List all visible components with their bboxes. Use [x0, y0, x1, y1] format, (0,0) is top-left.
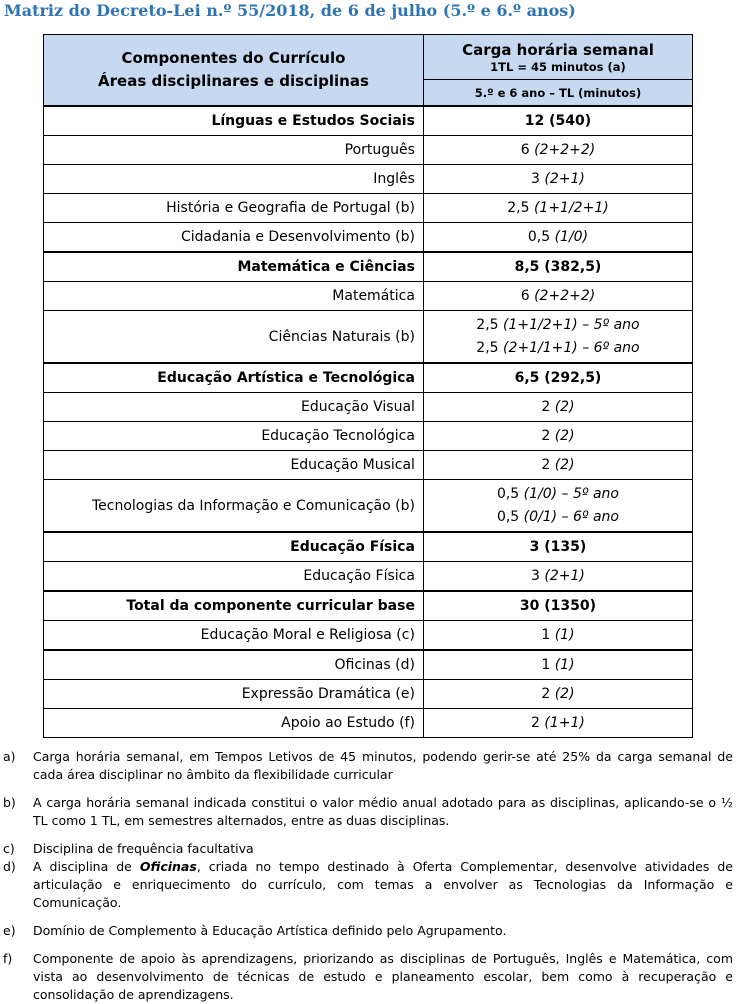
row-label: Educação Musical	[44, 451, 424, 480]
table-row	[44, 650, 693, 680]
table-row	[44, 393, 693, 422]
row-value: 3 (2+1)	[423, 562, 692, 592]
row-value: 1 (1)	[423, 650, 692, 680]
header-weekly-load	[423, 35, 692, 80]
row-label: Educação Artística e Tecnológica	[44, 363, 424, 393]
row-value: 2 (1+1)	[423, 709, 692, 738]
row-value: 2 (2)	[423, 451, 692, 480]
table-row	[44, 223, 693, 253]
row-value: 2 (2)	[423, 393, 692, 422]
row-label: Português	[44, 136, 424, 165]
row-label: Matemática e Ciências	[44, 252, 424, 282]
row-label: Educação Visual	[44, 393, 424, 422]
header-tl-definition: 1TL = 45 minutos (a)	[490, 60, 626, 74]
table-row	[44, 165, 693, 194]
row-value: 2,5 (1+1/2+1) – 5º ano 2,5 (2+1/1+1) – 6º ano	[423, 311, 692, 364]
header-components-line1: Componentes do Currículo	[121, 49, 346, 67]
footnote-d: d) A disciplina de Oficinas, criada no tempo destinado à Oferta Complementar, desenvolve atividades de articulação e enriquecimento do currículo, com temas a envolver as Tecnologias da Informação e Comunicação.	[3, 859, 733, 910]
row-value: 6,5 (292,5)	[423, 363, 692, 393]
table-row	[44, 562, 693, 592]
table-row	[44, 709, 693, 738]
row-value: 6 (2+2+2)	[423, 282, 692, 311]
footnote-b: b) A carga horária semanal indicada constitui o valor médio anual adotado para as disciplinas, aplicando-se o ½ TL como 1 TL, em semestres alternados, entre as duas disciplinas.	[3, 795, 733, 828]
table-row	[44, 136, 693, 165]
row-label: Tecnologias da Informação e Comunicação (b)	[44, 480, 424, 533]
row-label: Educação Física	[44, 562, 424, 592]
header-years-minutes: 5.º e 6 ano – TL (minutos)	[423, 80, 692, 107]
table-row-total	[44, 591, 693, 621]
row-label: Educação Física	[44, 532, 424, 562]
row-value: 1 (1)	[423, 621, 692, 651]
row-label: História e Geografia de Portugal (b)	[44, 194, 424, 223]
row-value: 8,5 (382,5)	[423, 252, 692, 282]
footnote-c: c) Disciplina de frequência facultativa	[3, 841, 254, 856]
row-value: 2 (2)	[423, 422, 692, 451]
table-row	[44, 480, 693, 533]
row-label: Apoio ao Estudo (f)	[44, 709, 424, 738]
table-row	[44, 680, 693, 709]
row-label: Inglês	[44, 165, 424, 194]
row-label: Ciências Naturais (b)	[44, 311, 424, 364]
footnote-a: a) Carga horária semanal, em Tempos Letivos de 45 minutos, podendo gerir-se até 25% da carga semanal de cada área disciplinar no âmbito da flexibilidade curricular	[3, 749, 733, 782]
row-value: 0,5 (1/0)	[423, 223, 692, 253]
footnotes-list	[3, 748, 733, 1004]
row-value: 30 (1350)	[423, 591, 692, 621]
table-row	[44, 422, 693, 451]
row-label: Oficinas (d)	[44, 650, 424, 680]
curriculum-matrix-table	[43, 34, 693, 738]
row-label: Matemática	[44, 282, 424, 311]
row-label: Línguas e Estudos Sociais	[44, 106, 424, 136]
table-row	[44, 451, 693, 480]
header-weekly-load-title: Carga horária semanal	[462, 41, 654, 59]
row-value: 2,5 (1+1/2+1)	[423, 194, 692, 223]
table-row-group	[44, 532, 693, 562]
table-row-group	[44, 363, 693, 393]
table-row	[44, 311, 693, 364]
table-row	[44, 621, 693, 651]
header-components-line2: Áreas disciplinares e disciplinas	[98, 72, 369, 90]
row-label: Educação Moral e Religiosa (c)	[44, 621, 424, 651]
row-label: Total da componente curricular base	[44, 591, 424, 621]
table-row	[44, 282, 693, 311]
table-row-group	[44, 252, 693, 282]
header-components	[44, 35, 424, 107]
row-value: 0,5 (1/0) – 5º ano 0,5 (0/1) – 6º ano	[423, 480, 692, 533]
document-title: Matriz do Decreto-Lei n.º 55/2018, de 6 de julho (5.º e 6.º anos)	[4, 1, 576, 20]
row-value: 12 (540)	[423, 106, 692, 136]
row-value: 6 (2+2+2)	[423, 136, 692, 165]
footnote-e: e) Domínio de Complemento à Educação Artística definido pelo Agrupamento.	[3, 923, 507, 938]
row-value: 3 (135)	[423, 532, 692, 562]
table-header-row	[44, 35, 693, 80]
row-label: Educação Tecnológica	[44, 422, 424, 451]
row-label: Cidadania e Desenvolvimento (b)	[44, 223, 424, 253]
footnote-f: f) Componente de apoio às aprendizagens, priorizando as disciplinas de Português, Inglês e Matemática, com vista ao desenvolvimento de técnicas de estudo e planeamento escolar, bem como à recuperação e consolidação de aprendizagens.	[3, 951, 733, 1002]
table-row-group	[44, 106, 693, 136]
row-value: 3 (2+1)	[423, 165, 692, 194]
table-row	[44, 194, 693, 223]
row-value: 2 (2)	[423, 680, 692, 709]
row-label: Expressão Dramática (e)	[44, 680, 424, 709]
